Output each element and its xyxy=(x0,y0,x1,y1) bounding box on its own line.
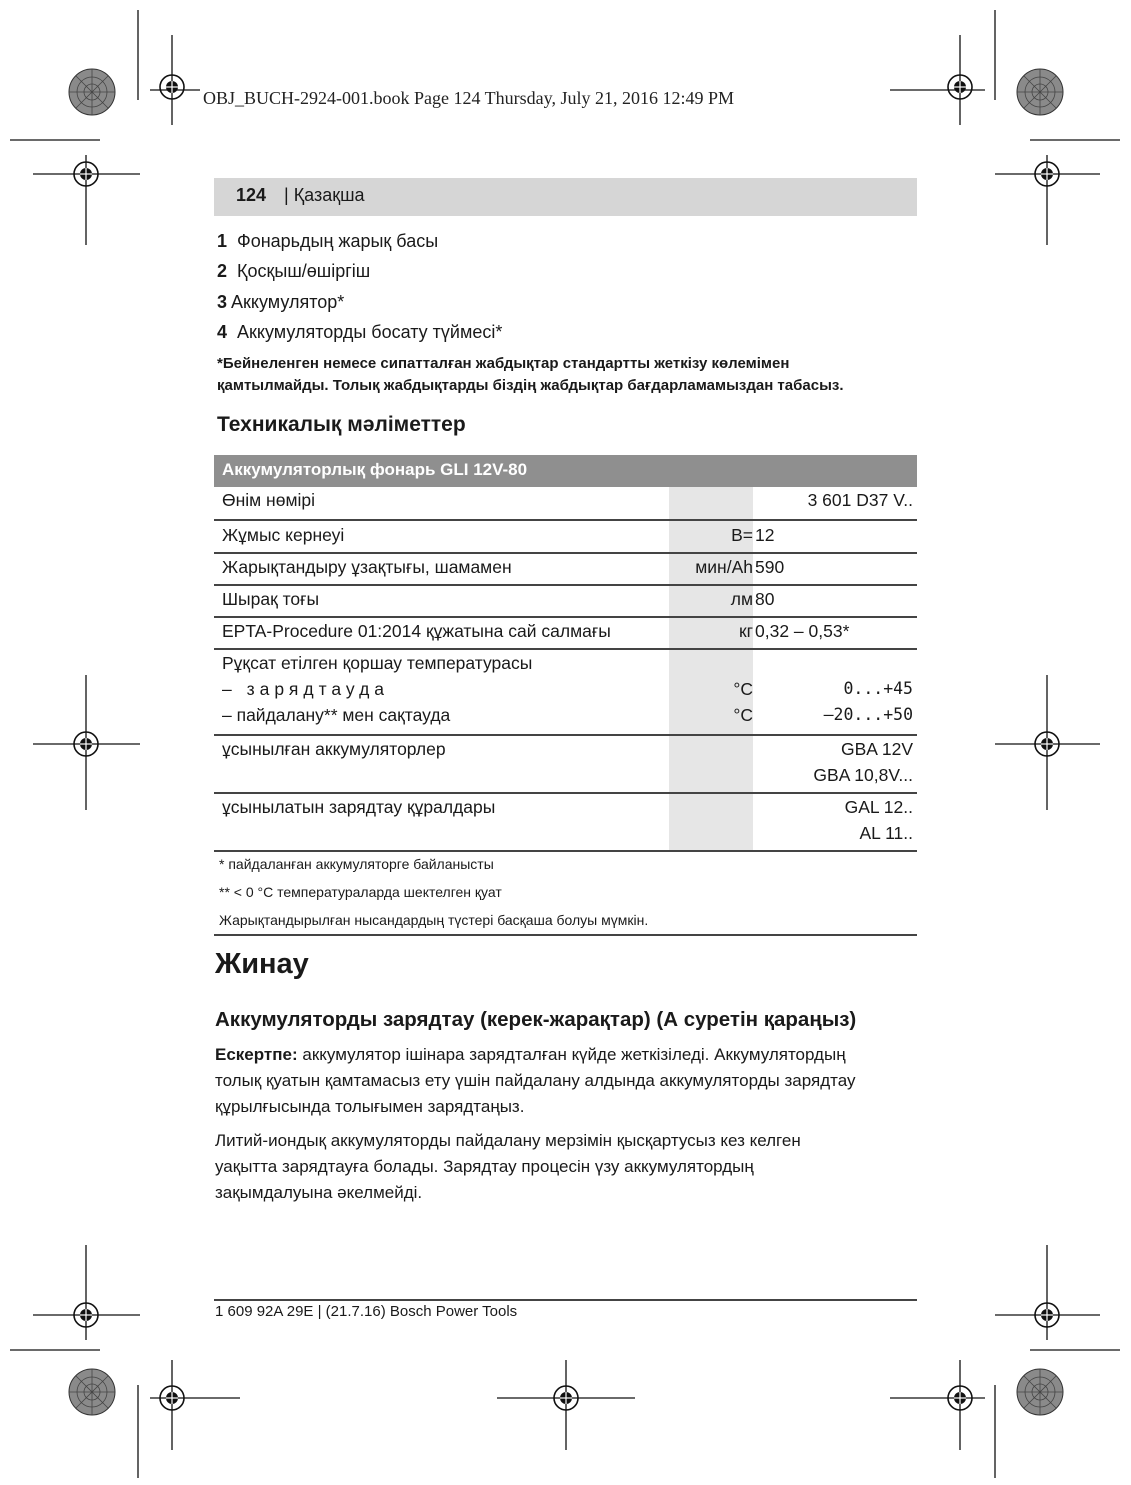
row-unit: мин/Ah xyxy=(695,557,753,577)
row-divider xyxy=(214,734,917,736)
row-value: 3 601 D37 V.. xyxy=(807,490,913,510)
footnote: * пайдаланған аккумуляторге байланысты xyxy=(219,856,494,872)
row-divider xyxy=(214,850,917,852)
component-item: 2 Қосқыш/өшіргіш xyxy=(217,261,371,281)
print-slug-line: OBJ_BUCH-2924-001.book Page 124 Thursday, July 21, 2016 12:49 PM xyxy=(203,88,735,108)
note-lead: Ескертпе: xyxy=(215,1045,298,1064)
note-paragraph: Ескертпе: аккумулятор ішінара зарядталған күйде жеткізіледі. Аккумулятордың толық қуатын қамтамасыз ету үшін пайдалану алдында аккумуляторды зарядтау құрылғысында толығымен зарядтаңыз. xyxy=(215,1045,856,1116)
section-name xyxy=(284,185,365,206)
row-label: ұсынылған аккумуляторлер xyxy=(222,739,446,759)
page-footer: 1 609 92A 29E | (21.7.16) Bosch Power Tools xyxy=(215,1303,518,1320)
row-value: GAL 12.. xyxy=(844,797,913,817)
row-label: Жарықтандыру ұзақтығы, шамамен xyxy=(222,557,512,577)
row-value: GBA 10,8V... xyxy=(813,765,913,785)
assembly-heading: Жинау xyxy=(215,948,309,980)
row-divider xyxy=(214,584,917,586)
component-item: 4 Аккумуляторды босату түймесі* xyxy=(217,322,503,342)
row-label: Шырақ тоғы xyxy=(222,589,320,609)
row-label: Өнім нөмірі xyxy=(222,490,315,510)
accessory-note: *Бейнеленген немесе сипатталған жабдықтар стандартты жеткізу көлемімен қамтылмайды. Толық жабдықтарды біздің жабдықтар бағдарламамыздан табасыз. xyxy=(217,355,844,394)
row-value: AL 11.. xyxy=(859,823,913,843)
row-value: GBA 12V xyxy=(841,739,913,759)
row-label: Жұмыс кернеуі xyxy=(222,525,345,545)
row-divider xyxy=(214,616,917,618)
footer-rule xyxy=(214,1299,917,1301)
running-header xyxy=(214,178,917,216)
table-bottom-rule xyxy=(214,934,917,936)
lithium-paragraph: Литий-иондық аккумуляторды пайдалану мерзімін қысқартусыз кез келген уақытта зарядтауға болады. Зарядтау процесін үзу аккумулятордың зақымдалуына әкелмейді. xyxy=(215,1131,801,1202)
row-sublabel: – пайдалану** мен сақтауда xyxy=(222,705,451,725)
tech-data-table xyxy=(214,455,917,852)
section-label: Қазақша xyxy=(293,185,365,205)
row-divider xyxy=(214,552,917,554)
row-label: EPTA-Procedure 01:2014 құжатына сай салмағы xyxy=(222,621,611,641)
row-value: 80 xyxy=(755,589,775,609)
row-label: Рұқсат етілген қоршау температурасы xyxy=(222,653,533,673)
row-sublabel: – зарядтауда xyxy=(222,679,390,699)
charging-heading: Аккумуляторды зарядтау (керек-жарақтар) (А суретін қараңыз) xyxy=(215,1008,857,1031)
row-unit: °C xyxy=(733,679,753,699)
footnote: ** < 0 °C температураларда шектелген қуат xyxy=(219,884,502,900)
row-unit: кг xyxy=(738,621,753,641)
row-value: 12 xyxy=(755,525,775,545)
row-value: 0,32 – 0,53* xyxy=(755,621,850,641)
row-unit: лм xyxy=(730,589,753,609)
footnote: Жарықтандырылған нысандардың түстері басқаша болуы мүмкін. xyxy=(219,912,649,928)
row-value: 590 xyxy=(755,557,785,577)
page-number: 124 xyxy=(236,185,267,205)
row-divider xyxy=(214,648,917,650)
row-divider xyxy=(214,792,917,794)
component-item: 1 Фонарьдың жарық басы xyxy=(217,231,439,251)
row-unit: В= xyxy=(731,525,753,545)
row-value: –20...+50 xyxy=(823,705,913,724)
row-divider xyxy=(214,519,917,521)
tech-data-heading: Техникалық мәліметтер xyxy=(217,413,466,436)
table-title-bar: Аккумуляторлық фонарь GLI 12V-80 xyxy=(214,455,917,487)
row-label: ұсынылатын зарядтау құралдары xyxy=(222,797,496,817)
header-separator: | xyxy=(284,185,294,205)
component-item: 3 Аккумулятор* xyxy=(217,292,345,312)
row-value: 0...+45 xyxy=(843,679,913,698)
row-unit: °C xyxy=(733,705,753,725)
